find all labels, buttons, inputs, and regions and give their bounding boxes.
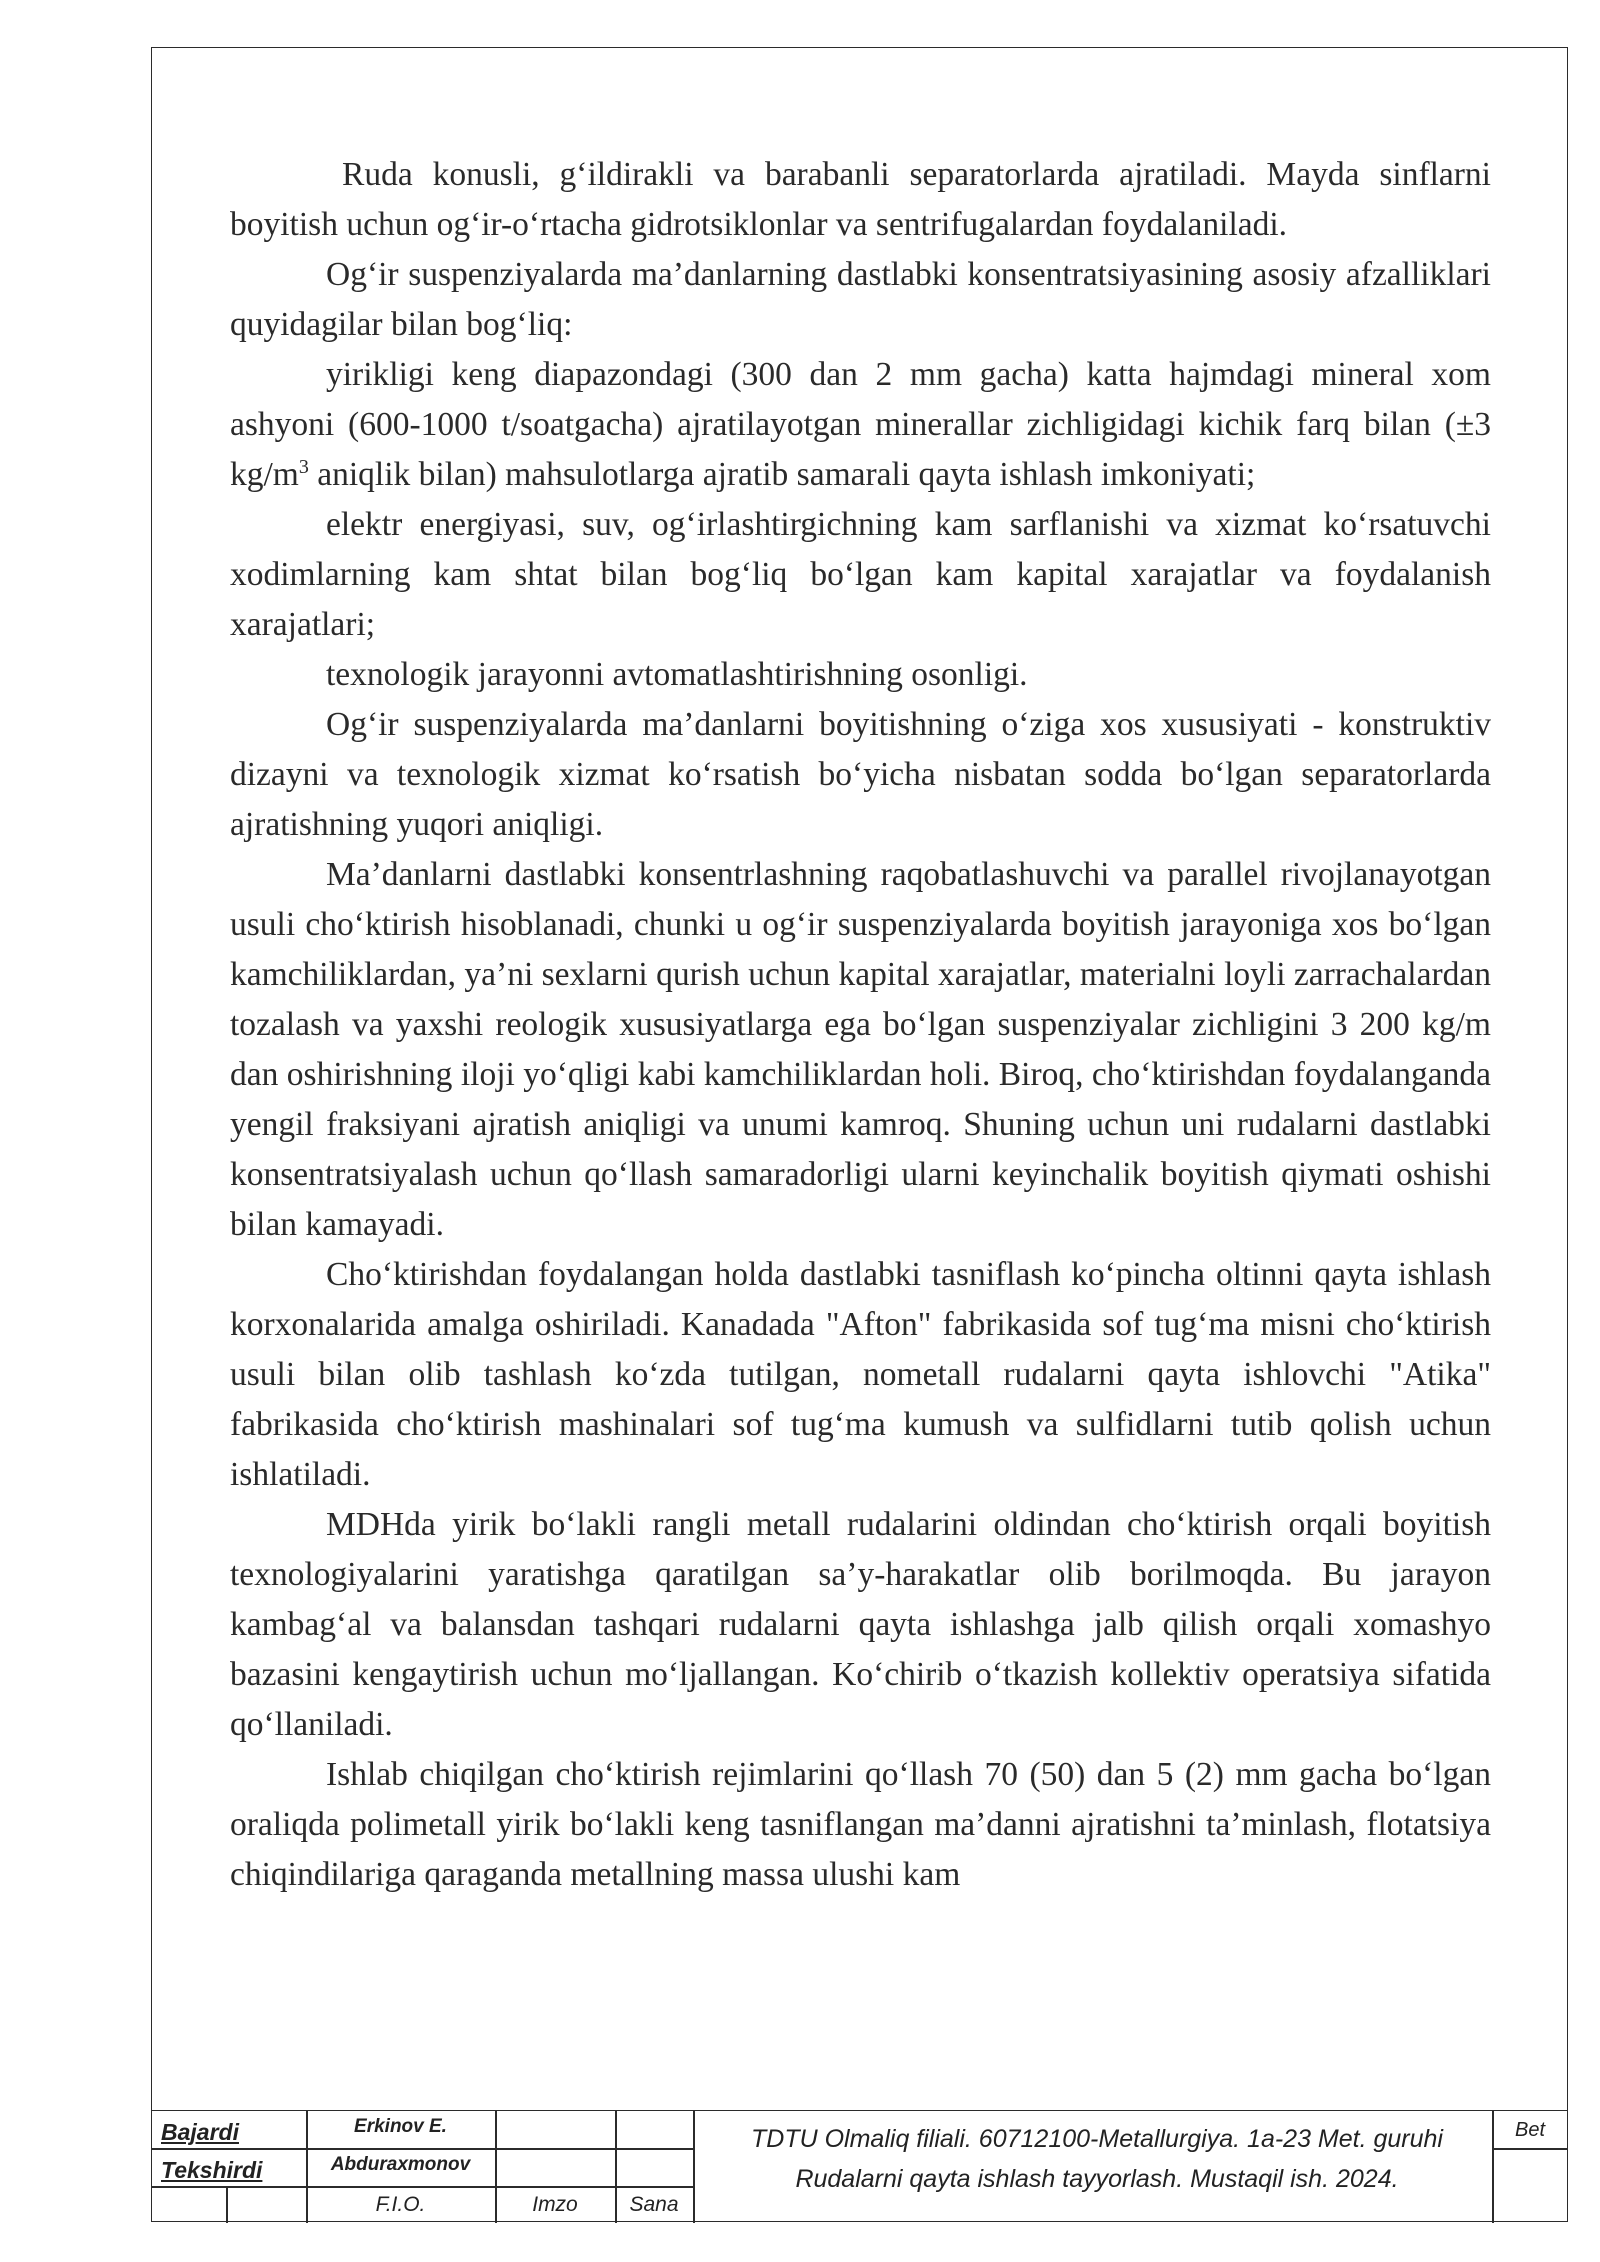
document-title-line-2: Rudalarni qayta ishlash tayyorlash. Mustaqil ish. 2024. [795,2165,1399,2193]
tekshirdi-name: Abduraxmonov [330,2154,471,2175]
bajardi-label: Bajardi [161,2119,239,2145]
imzo-label: Imzo [532,2193,578,2216]
fio-label: F.I.O. [375,2193,426,2216]
paragraph: Ishlab chiqilgan cho‘ktirish rejimlarini qo‘llash 70 (50) dan 5 (2) mm gacha bo‘lgan oraliqda polimetall yirik bo‘lakli keng tasniflangan ma’danni ajratishni ta’minlash, flotatsiya chiqindilariga qaraganda metallning massa ulushi kam [230,1756,1491,1893]
document-title-line-1: TDTU Olmaliq filiali. 60712100-Metallurgiya. 1a-23 Met. guruhi [751,2125,1443,2153]
paragraph: Og‘ir suspenziyalarda ma’danlarning dastlabki konsentratsiyasining asosiy afzalliklari quyidagilar bilan bog‘liq: [230,256,1491,343]
document-body [230,150,1491,1900]
sana-label: Sana [629,2193,679,2216]
bet-label: Bet [1514,2119,1546,2141]
paragraph [230,350,1491,500]
tekshirdi-label: Tekshirdi [161,2157,263,2183]
paragraph: Ma’danlarni dastlabki konsentrlashning raqobatlashuvchi va parallel rivojlanayotgan usuli cho‘ktirish hisoblanadi, chunki u og‘ir suspenziyalarda boyitish jarayoniga xos bo‘lgan kamchiliklardan, ya’ni sexlarni qurish uchun kapital xarajatlar, materialni loyli zarrachalardan tozalash va yaxshi reologik xususiyatlarga ega bo‘lgan suspenziyalar zichligini 3 200 kg/m dan oshirishning iloji yo‘qligi kabi kamchiliklardan holi. Biroq, cho‘ktirishdan foydalanganda yengil fraksiyani ajratish aniqligi va unumi kamroq. Shuning uchun uni rudalarni dastlabki konsentratsiyalash uchun qo‘llash samaradorligi ularni keyinchalik boyitish qiymati oshishi bilan kamayadi. [230,856,1491,1243]
paragraph: Cho‘ktirishdan foydalangan holda dastlabki tasniflash ko‘pincha oltinni qayta ishlash korxonalarida amalga oshiriladi. Kanadada "Afton" fabrikasida sof tug‘ma misni cho‘ktirish usuli bilan olib tashlash ko‘zda tutilgan, nometall rudalarni qayta ishlovchi "Atika" fabrikasida cho‘ktirish mashinalari sof tug‘ma kumush va sulfidlarni tutib qolish uchun ishlatiladi. [230,1256,1491,1493]
superscript: 3 [298,455,309,478]
paragraph: MDHda yirik bo‘lakli rangli metall rudalarini oldindan cho‘ktirish orqali boyitish texnologiyalarini yaratishga qaratilgan sa’y-harakatlar olib borilmoqda. Bu jarayon kambag‘al va balansdan tashqari rudalarni qayta ishlashga jalb qilish orqali xomashyo bazasini kengaytirish uchun mo‘ljallangan. Ko‘chirib o‘tkazish kollektiv operatsiya sifatida qo‘llaniladi. [230,1506,1491,1743]
paragraph-text: yirikligi keng diapazondagi (300 dan 2 mm gacha) katta hajmdagi mineral xom ashyoni (600-1000 t/soatgacha) ajratilayotgan minerallar zichligidagi kichik farq bilan (±3 kg/m [230,356,1491,493]
paragraph: texnologik jarayonni avtomatlashtirishning osonligi. [326,656,1028,693]
title-block [151,2110,1568,2223]
paragraph-text: aniqlik bilan) mahsulotlarga ajratib samarali qayta ishlash imkoniyati; [308,456,1256,493]
bajardi-name: Erkinov E. [354,2116,447,2137]
paragraph: Og‘ir suspenziyalarda ma’danlarni boyitishning o‘ziga xos xususiyati - konstruktiv dizayni va texnologik xizmat ko‘rsatish bo‘yicha nisbatan sodda bo‘lgan separatorlarda ajratishning yuqori aniqligi. [230,706,1491,843]
paragraph: Ruda konusli, g‘ildirakli va barabanli separatorlarda ajratiladi. Mayda sinflarni boyitish uchun og‘ir-o‘rtacha gidrotsiklonlar va sentrifugalardan foydalaniladi. [230,156,1491,243]
paragraph: elektr energiyasi, suv, og‘irlashtirgichning kam sarflanishi va xizmat ko‘rsatuvchi xodimlarning kam shtat bilan bog‘liq bo‘lgan kam kapital xarajatlar va foydalanish xarajatlari; [230,506,1491,643]
